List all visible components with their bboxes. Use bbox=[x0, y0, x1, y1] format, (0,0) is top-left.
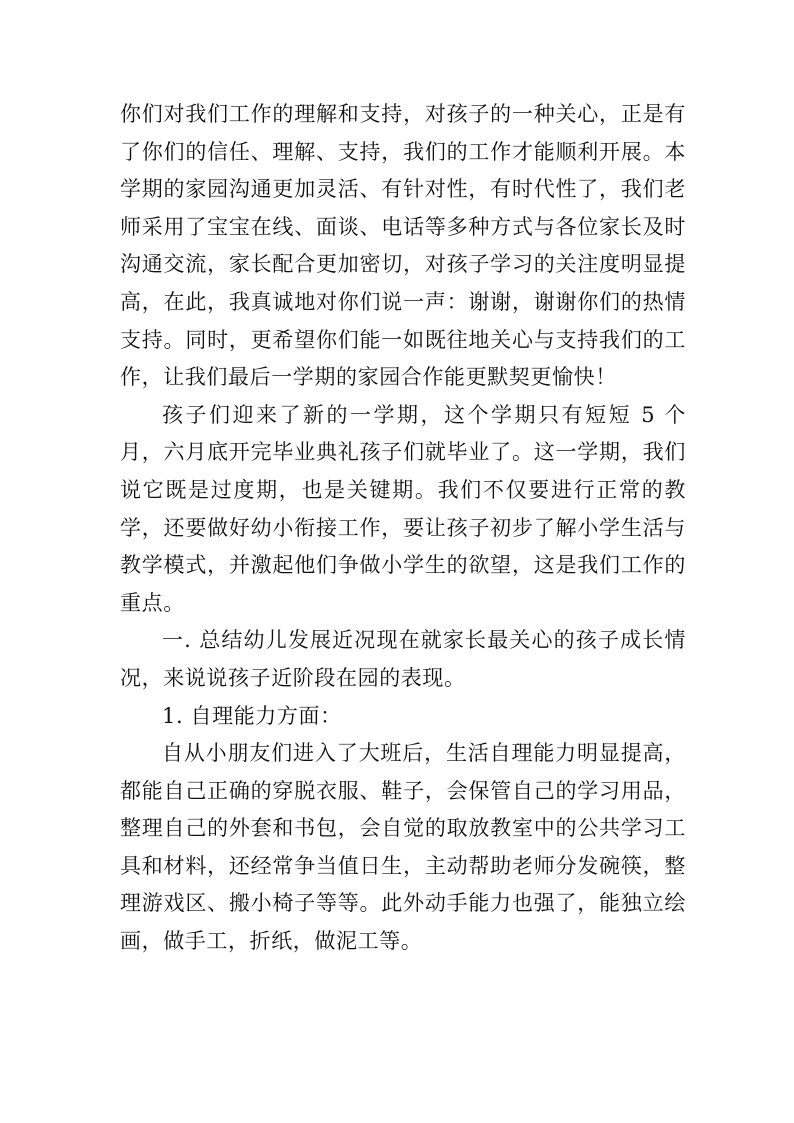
subheading-self-care: 1. 自理能力方面： bbox=[162, 703, 342, 728]
paragraph-thanks: 你们对我们工作的理解和支持，对孩子的一种关心，正是有了你们的信任、理解、支持，我们的工作才能顺利开展。本学期的家园沟通更加灵活、有针对性，有时代性了，我们老师采用了宝宝在线、面谈、电话等多种方式与各位家长及时沟通交流，家长配合更加密切，对孩子学习的关注度明显提高，在此，我真诚地对你们说一声：谢谢，谢谢你们的热情支持。同时，更希望你们能一如既往地关心与支持我们的工作，让我们最后一学期的家园合作能更默契更愉快！ bbox=[120, 102, 686, 390]
section-heading-development: 一. 总结幼儿发展近况现在就家长最关心的孩子成长情况，来说说孩子近阶段在园的表现。 bbox=[120, 628, 686, 690]
paragraph-semester: 孩子们迎来了新的一学期，这个学期只有短短 5 个月，六月底开完毕业典礼孩子们就毕业了。这一学期，我们说它既是过度期，也是关键期。我们不仅要进行正常的教学，还要做好幼小衔接工作，要让孩子初步了解小学生活与教学模式，并激起他们争做小学生的欲望，这是我们工作的重点。 bbox=[120, 402, 686, 615]
paragraph-self-care: 自从小朋友们进入了大班后，生活自理能力明显提高，都能自己正确的穿脱衣服、鞋子，会保管自己的学习用品，整理自己的外套和书包，会自觉的取放教室中的公共学习工具和材料，还经常争当值日生，主动帮助老师分发碗筷，整理游戏区、搬小椅子等等。此外动手能力也强了，能独立绘画，做手工，折纸，做泥工等。 bbox=[120, 741, 686, 954]
document-body bbox=[120, 96, 686, 961]
